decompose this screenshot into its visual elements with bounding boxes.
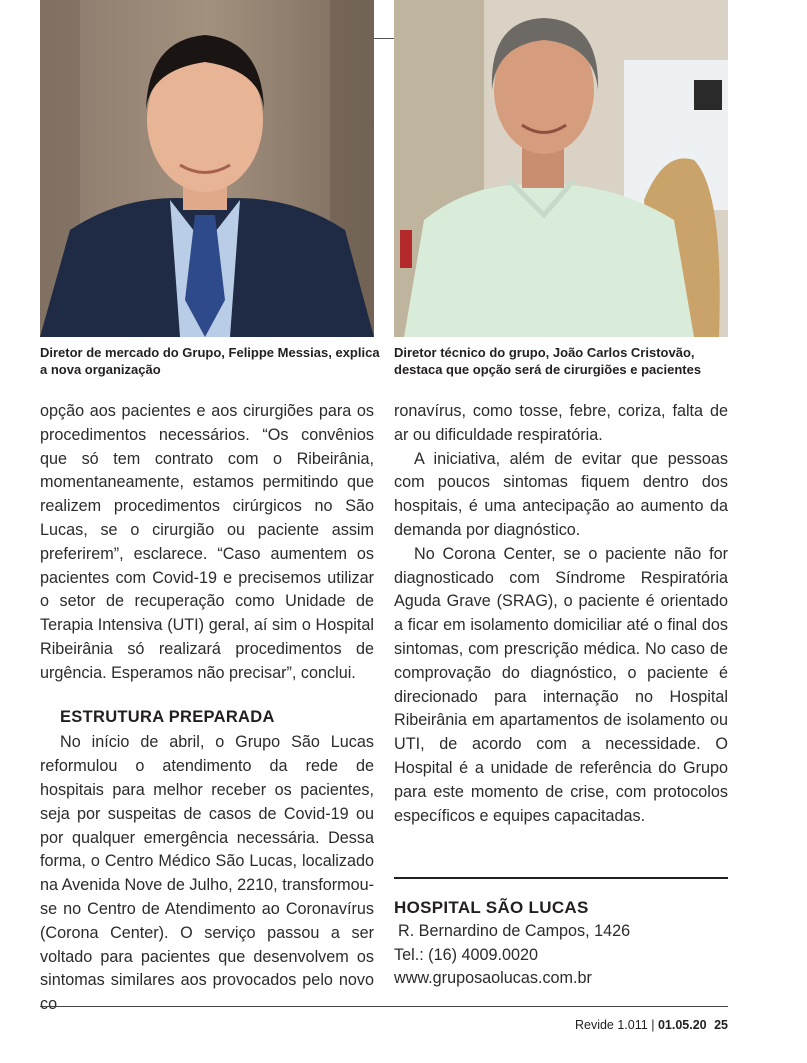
photo-caption-right: Diretor técnico do grupo, João Carlos Cristovão, destaca que opção será de cirurgiões e pacientes [394,345,702,377]
article-column-1 [40,400,374,1014]
infobox-address: R. Bernardino de Campos, 1426 [398,921,631,940]
article-column-2 [394,400,728,828]
article-paragraph: opção aos pacientes e aos cirurgiões para os procedimentos necessários. “Os convênios que só tem contrato com o Ribeirânia, momentaneamente, estamos permitindo que realizem procedimentos cirúrgicos no São Lucas, se o cirurgião ou paciente assim preferirem”, esclarece. “Caso aumentem os pacientes com Covid-19 e precisemos utilizar o setor de recuperação como Unidade de Terapia Intensiva (UTI) geral, aí sim o Hospital Ribeirânia só realizará procedimentos de urgência. Esperamos não precisar”, conclui. [40,402,374,682]
photo-felippe-messias [40,0,374,337]
article-paragraph-continued: ronavírus, como tosse, febre, coriza, falta de ar ou dificuldade respiratória. [394,402,728,444]
footer-separator: | [651,1018,655,1032]
portrait-illustration [394,0,728,337]
infobox-title: HOSPITAL SÃO LUCAS [394,898,589,917]
infobox-website: www.gruposaolucas.com.br [394,969,592,988]
photo-joao-carlos-cristovao [394,0,728,337]
article-paragraph: No Corona Center, se o paciente não for diagnosticado com Síndrome Respiratória Aguda Grave (SRAG), o paciente é orientado a ficar em isolamento domiciliar até o final dos sintomas, com prescrição médica. No caso de comprovação do diagnóstico, o paciente é direcionado para internação no Hospital Ribeirânia em apartamentos de isolamento ou UTI, de acordo com a necessidade. O Hospital é a unidade de referência do Grupo para este momento de crise, com protocolos específicos e equipes capacitadas. [394,544,728,825]
publication-name: Revide 1.011 [574,1018,648,1032]
page-number: 25 [714,1018,728,1032]
page-footer [575,1018,728,1032]
section-heading: ESTRUTURA PREPARADA [60,707,275,726]
photo-caption-left: Diretor de mercado do Grupo, Felippe Messias, explica a nova organização [40,345,380,377]
infobox [394,896,728,991]
footer-rule [40,1006,728,1007]
article-paragraph: No início de abril, o Grupo São Lucas reformulou o atendimento da rede de hospitais para melhor receber os pacientes, seja por suspeitas de casos de Covid-19 ou por qualquer emergência necessária. Dessa forma, o Centro Médico São Lucas, localizado na Avenida Nove de Julho, 2210, transformou-se no Centro de Atendimento ao Coronavírus (Corona Center). O serviço passou a ser voltado para pacientes que desenvolvem os sintomas similares aos provocados pelo novo co [40,733,374,1014]
issue-date: 01.05.20 [657,1018,707,1032]
infobox-rule [394,877,728,879]
decorative-rule [374,38,394,39]
portrait-illustration [40,0,374,337]
infobox-phone: Tel.: (16) 4009.0020 [394,945,538,964]
article-paragraph: A iniciativa, além de evitar que pessoas com poucos sintomas fiquem dentro dos hospitais, é uma antecipação ao aumento da demanda por diagnóstico. [394,449,728,539]
